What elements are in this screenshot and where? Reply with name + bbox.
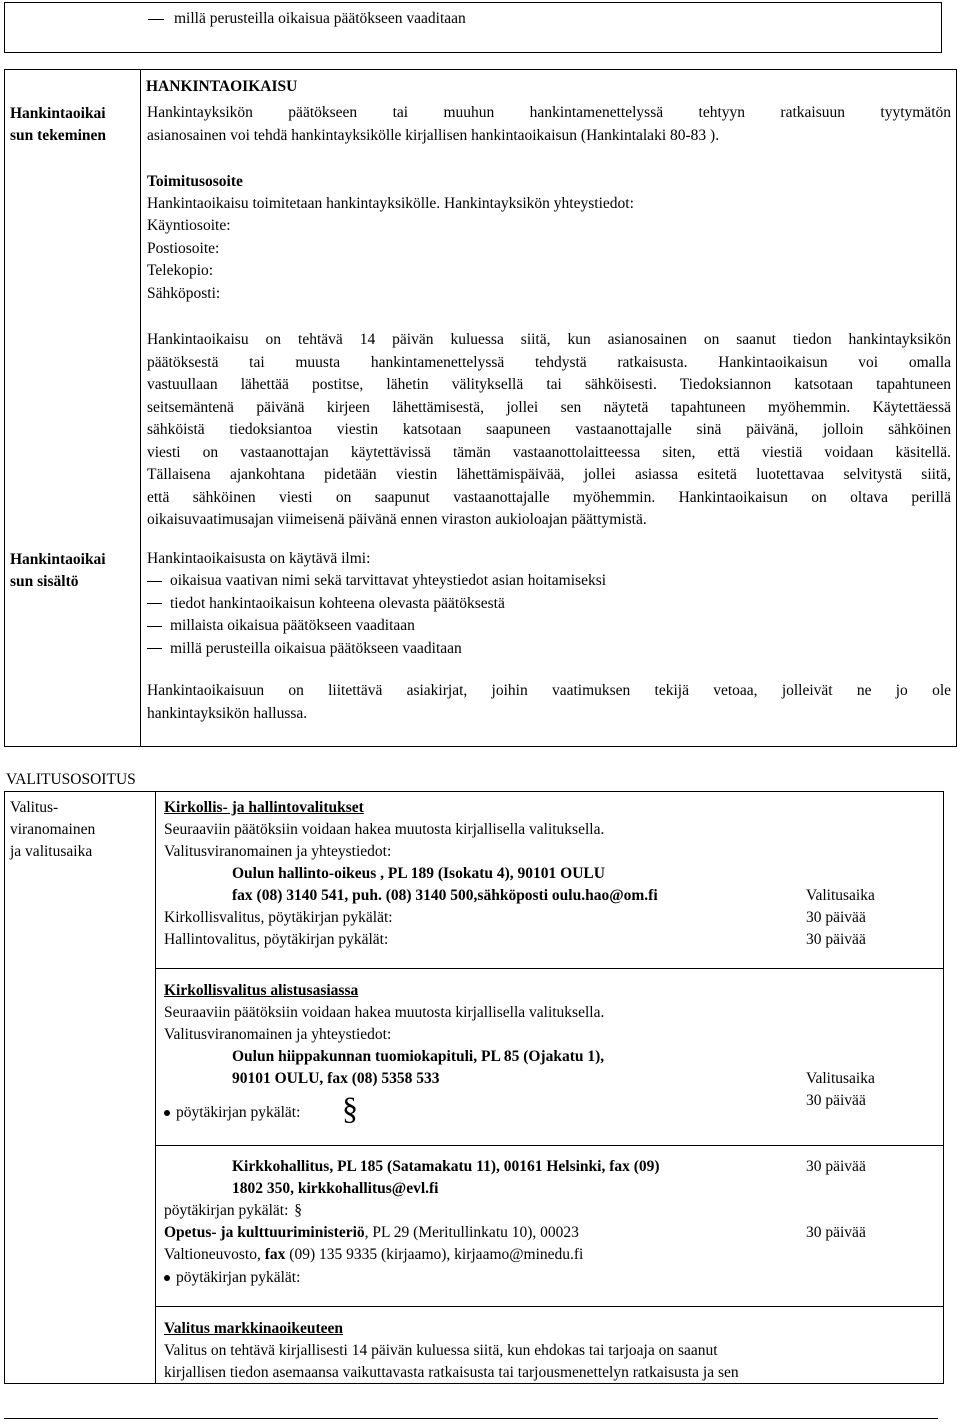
section3-poytakirja-row1: pöytäkirjan pykälät: § xyxy=(164,1202,303,1219)
section4-line1: Valitus on tehtävä kirjallisesti 14 päivän kuluessa siitä, kun ehdokas tai tarjoaja on saanut xyxy=(164,1342,718,1359)
postiosoite-label: Postiosoite: xyxy=(147,239,220,257)
row2-label: Hankintaoikai sun sisältö xyxy=(10,551,106,590)
section1-addr1: Oulun hallinto-oikeus , PL 189 (Isokatu 4), 90101 OULU xyxy=(232,865,605,882)
list-item: millaista oikaisua päätökseen vaaditaan xyxy=(147,615,606,638)
section-sign-icon: § xyxy=(294,1202,303,1219)
attach-paragraph: Hankintaoikaisuun on liitettävä asiakirjat, joihin vaatimuksen tekijä vetoaa, jolleivät ne jo ole hankintayksikön hallussa. xyxy=(147,682,951,722)
row1-label: Hankintaoikai sun tekeminen xyxy=(10,105,107,144)
section-divider xyxy=(155,1306,944,1307)
section2-line1: Seuraaviin päätöksiin voidaan hakea muutosta kirjallisella valituksella. xyxy=(164,1004,605,1021)
section2-line2: Valitusviranomainen ja yhteystiedot: xyxy=(164,1026,392,1043)
section4-title: Valitus markkinaoikeuteen xyxy=(164,1320,343,1337)
section2-title: Kirkollisvalitus alistusasiassa xyxy=(164,982,359,999)
section1-hallinto-row: Hallintovalitus, pöytäkirjan pykälät: xyxy=(164,931,389,948)
toimitus-heading: Toimitusosoite xyxy=(147,173,243,190)
section-sign-icon: § xyxy=(342,1090,358,1126)
content-list xyxy=(147,570,606,660)
section1-line2: Valitusviranomainen ja yhteystiedot: xyxy=(164,843,392,860)
list-item: millä perusteilla oikaisua päätökseen vaaditaan xyxy=(147,638,606,661)
section3-addr1: Kirkkohallitus, PL 185 (Satamakatu 11), 00161 Helsinki, fax (09) xyxy=(232,1158,660,1175)
valitus-divider xyxy=(155,791,156,1384)
section1-days1: 30 päivää xyxy=(806,909,866,926)
sahkoposti-label: Sähköposti: xyxy=(147,284,221,302)
top-box-item: millä perusteilla oikaisua päätökseen vaaditaan xyxy=(148,8,466,30)
section1-addr2: fax (08) 3140 541, puh. (08) 3140 500,sähköposti oulu.hao@om.fi xyxy=(232,887,658,904)
section2-days: 30 päivää xyxy=(806,1092,866,1109)
contact-labels xyxy=(147,215,231,305)
page-bottom-rule xyxy=(4,1418,938,1419)
section1-title: Kirkollis- ja hallintovalitukset xyxy=(164,799,364,816)
telekopio-label: Telekopio: xyxy=(147,262,214,279)
section4-line2: kirjallisen tiedon asemaansa vaikuttavasta ratkaisusta tai tarjousmenettelyn ratkaisusta ja sen xyxy=(164,1364,739,1381)
section3-valtio: Valtioneuvosto, fax (09) 135 9335 (kirjaamo), kirjaamo@minedu.fi xyxy=(164,1246,584,1263)
valitusosoitus-heading: VALITUSOSOITUS xyxy=(6,771,136,788)
section2-addr1: Oulun hiippakunnan tuomiokapituli, PL 85 (Ojakatu 1), xyxy=(232,1048,605,1065)
deadline-paragraph: Hankintaoikaisu on tehtävä 14 päivän kuluessa siitä, kun asianosainen on saanut tiedon hankintayksikön päätöksestä tai muusta hankintamenettelyssä tehdystä ratkaisusta. Hankintaoikaisun voi omalla vastuullaan lähettää postitse, lähetin välityksellä tai sähköisesti. Tiedoksiannon katsotaan tapahtuneen seitsemäntenä päivänä kirjeen lähettämisestä, jollei sen näytetä tapahtuneen myöhemmin. Käytettäessä sähköistä tiedoksiantoa viestin katsotaan saapuneen vastaanottajalle sinä päivänä, jolloin sähköinen viesti on vastaanottajan käytettävissä tämän vastaanottolaitteessa siten, että viestiä voidaan käsitellä. Tällaisena ajankohtana pidetään viestin lähettämispäivää, jollei asiassa esitetä luotettavaa selvitystä siitä, että sähköinen viesti on saapunut vastaanottajalle myöhemmin. Hankintaoikaisun on oltava perillä oikaisuvaatimusajan viimeisenä päivänä ennen viraston aukioloajan päättymistä. xyxy=(147,331,951,528)
section1-kirkollis-row: Kirkollisvalitus, pöytäkirjan pykälät: xyxy=(164,909,393,926)
kayntiosoite-label: Käyntiosoite: xyxy=(147,217,231,234)
list-item: oikaisua vaativan nimi sekä tarvittavat yhteystiedot asian hoitamiseksi xyxy=(147,570,606,593)
section3-days2: 30 päivää xyxy=(806,1224,866,1241)
section2-poytakirja-row: pöytäkirjan pykälät: xyxy=(164,1102,300,1124)
section2-addr2: 90101 OULU, fax (08) 5358 533 xyxy=(232,1070,440,1087)
bullet-icon xyxy=(164,1275,170,1281)
bullet-icon xyxy=(164,1110,170,1116)
section-divider xyxy=(155,968,944,969)
table-divider xyxy=(140,69,141,747)
content-intro: Hankintaoikaisusta on käytävä ilmi: xyxy=(147,550,371,567)
section-divider xyxy=(155,1145,944,1146)
section1-line1: Seuraaviin päätöksiin voidaan hakea muutosta kirjallisella valituksella. xyxy=(164,821,605,838)
intro-paragraph: Hankintayksikön päätökseen tai muuhun hankintamenettelyssä tehtyyn ratkaisuun tyytymätön asianosainen voi tehdä hankintayksikölle kirjallisen hankintaoikaisun (Hankintalaki 80-83 ). xyxy=(147,104,951,144)
section1-valitusaika-header: Valitusaika xyxy=(806,887,875,904)
list-item: tiedot hankintaoikaisun kohteena olevasta päätöksestä xyxy=(147,593,606,616)
section3-opetus: Opetus- ja kulttuuriministeriö, PL 29 (Meritullinkatu 10), 00023 xyxy=(164,1224,579,1241)
section3-poytakirja-row2: pöytäkirjan pykälät: xyxy=(164,1267,300,1289)
hankintaoikaisu-heading: HANKINTAOIKAISU xyxy=(146,78,298,95)
toimitus-line: Hankintaoikaisu toimitetaan hankintayksikölle. Hankintayksikön yhteystiedot: xyxy=(147,195,634,212)
section1-days2: 30 päivää xyxy=(806,931,866,948)
section3-addr2: 1802 350, kirkkohallitus@evl.fi xyxy=(232,1180,439,1197)
top-box xyxy=(4,2,942,53)
valitus-label: Valitus- viranomainen ja valitusaika xyxy=(10,799,96,860)
section3-days1: 30 päivää xyxy=(806,1158,866,1175)
section2-valitusaika-header: Valitusaika xyxy=(806,1070,875,1087)
